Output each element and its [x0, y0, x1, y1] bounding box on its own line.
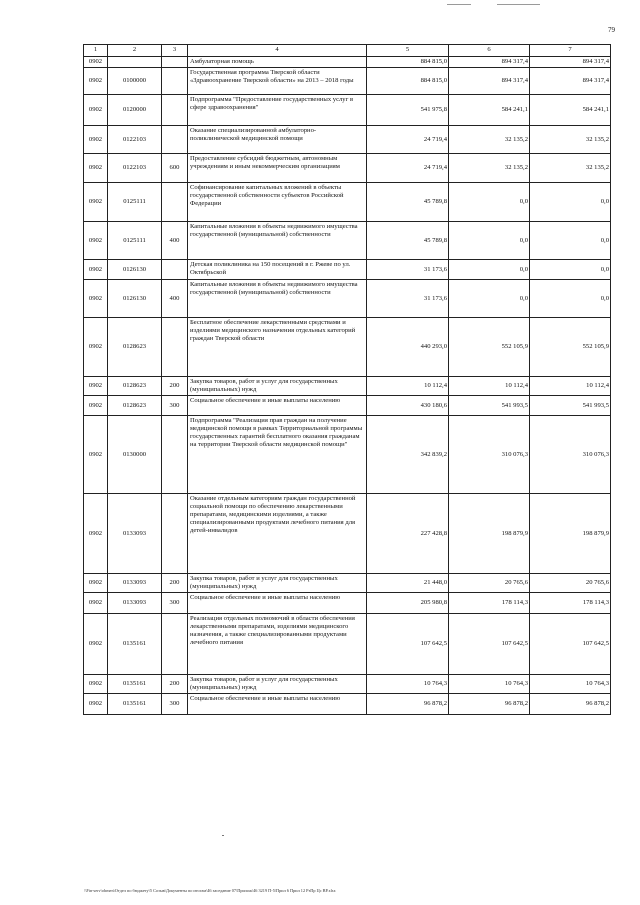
expense-type-cell	[162, 260, 188, 280]
expense-type-cell: 200	[162, 574, 188, 593]
target-code-cell: 0133093	[108, 574, 162, 593]
expense-type-cell	[162, 416, 188, 494]
column-header: 4	[188, 45, 367, 57]
amount-col5-cell: 884 815,0	[367, 68, 449, 95]
item-name-cell: Государственная программа Тверской области «Здравоохранение Тверской области» на 2013 – 2018 годы	[188, 68, 367, 95]
amount-col6-cell: 32 135,2	[449, 126, 530, 154]
expense-type-cell: 300	[162, 593, 188, 614]
amount-col7-cell: 178 114,3	[530, 593, 611, 614]
expense-type-cell: 200	[162, 377, 188, 396]
table-row	[84, 126, 611, 154]
target-code-cell: 0125111	[108, 183, 162, 222]
amount-col5-cell: 24 719,4	[367, 126, 449, 154]
section-code-cell: 0902	[84, 222, 108, 260]
section-code-cell: 0902	[84, 396, 108, 416]
table-row	[84, 57, 611, 68]
amount-col7-cell: 552 105,9	[530, 318, 611, 377]
target-code-cell: 0135161	[108, 614, 162, 675]
item-name-cell: Оказание специализированной амбулаторно-поликлинической медицинской помощи	[188, 126, 367, 154]
item-name-cell: Закупка товаров, работ и услуг для государственных (муниципальных) нужд	[188, 377, 367, 396]
table-row	[84, 183, 611, 222]
expense-type-cell	[162, 494, 188, 574]
amount-col6-cell: 10 112,4	[449, 377, 530, 396]
item-name-cell: Софинансирование капитальных вложений в объекты государственной собственности субъектов Российской Федерации	[188, 183, 367, 222]
amount-col5-cell: 10 112,4	[367, 377, 449, 396]
column-header: 1	[84, 45, 108, 57]
budget-allocation-table	[83, 44, 611, 715]
amount-col5-cell: 107 642,5	[367, 614, 449, 675]
amount-col6-cell: 10 764,3	[449, 675, 530, 694]
expense-type-cell	[162, 95, 188, 126]
section-code-cell: 0902	[84, 318, 108, 377]
target-code-cell: 0133093	[108, 593, 162, 614]
amount-col6-cell: 0,0	[449, 280, 530, 318]
top-rule-left	[447, 4, 471, 5]
page-number: 79	[608, 26, 615, 34]
table-row	[84, 396, 611, 416]
amount-col5-cell: 45 789,8	[367, 222, 449, 260]
section-code-cell: 0902	[84, 694, 108, 715]
section-code-cell: 0902	[84, 593, 108, 614]
item-name-cell: Подпрограмма "Предоставление государственных услуг в сфере здравоохранения"	[188, 95, 367, 126]
amount-col7-cell: 894 317,4	[530, 57, 611, 68]
section-code-cell: 0902	[84, 126, 108, 154]
amount-col6-cell: 107 642,5	[449, 614, 530, 675]
expense-type-cell: 300	[162, 694, 188, 715]
top-rule-right	[497, 4, 540, 5]
target-code-cell: 0135161	[108, 675, 162, 694]
item-name-cell: Оказание отдельным категориям граждан государственной социальной помощи по обеспечению лекарственными препаратами, медицинскими изделиями, а также специализированными продуктами лечебного питания для детей-инвалидов	[188, 494, 367, 574]
amount-col6-cell: 894 317,4	[449, 57, 530, 68]
amount-col6-cell: 552 105,9	[449, 318, 530, 377]
target-code-cell: 0128623	[108, 318, 162, 377]
amount-col7-cell: 20 765,6	[530, 574, 611, 593]
amount-col5-cell: 10 764,3	[367, 675, 449, 694]
expense-type-cell: 400	[162, 280, 188, 318]
item-name-cell: Капитальные вложения в объекты недвижимого имущества государственной (муниципальной) собственности	[188, 280, 367, 318]
expense-type-cell: 600	[162, 154, 188, 183]
amount-col6-cell: 310 076,3	[449, 416, 530, 494]
amount-col7-cell: 310 076,3	[530, 416, 611, 494]
target-code-cell: 0133093	[108, 494, 162, 574]
amount-col6-cell: 198 879,9	[449, 494, 530, 574]
amount-col7-cell: 10 112,4	[530, 377, 611, 396]
table-row	[84, 694, 611, 715]
item-name-cell: Амбулаторная помощь	[188, 57, 367, 68]
expense-type-cell: 400	[162, 222, 188, 260]
column-header: 7	[530, 45, 611, 57]
expense-type-cell: 300	[162, 396, 188, 416]
table-row	[84, 222, 611, 260]
target-code-cell: 0128623	[108, 377, 162, 396]
amount-col5-cell: 31 173,6	[367, 260, 449, 280]
item-name-cell: Закупка товаров, работ и услуг для государственных (муниципальных) нужд	[188, 675, 367, 694]
section-code-cell: 0902	[84, 280, 108, 318]
table-row	[84, 154, 611, 183]
item-name-cell: Детская поликлиника на 150 посещений в г. Ржеве по ул. Октябрьской	[188, 260, 367, 280]
target-code-cell: 0125111	[108, 222, 162, 260]
column-header: 2	[108, 45, 162, 57]
item-name-cell: Капитальные вложения в объекты недвижимого имущества государственной (муниципальной) собственности	[188, 222, 367, 260]
expense-type-cell	[162, 68, 188, 95]
expense-type-cell	[162, 614, 188, 675]
amount-col5-cell: 21 448,0	[367, 574, 449, 593]
target-code-cell: 0128623	[108, 396, 162, 416]
scan-mark	[222, 835, 224, 836]
table-row	[84, 494, 611, 574]
item-name-cell: Закупка товаров, работ и услуг для государственных (муниципальных) нужд	[188, 574, 367, 593]
amount-col6-cell: 0,0	[449, 260, 530, 280]
expense-type-cell	[162, 126, 188, 154]
section-code-cell: 0902	[84, 377, 108, 396]
amount-col7-cell: 0,0	[530, 260, 611, 280]
column-number-header-row	[84, 45, 611, 57]
amount-col7-cell: 0,0	[530, 222, 611, 260]
table-row	[84, 260, 611, 280]
amount-col6-cell: 96 878,2	[449, 694, 530, 715]
table-row	[84, 95, 611, 126]
expense-type-cell	[162, 183, 188, 222]
target-code-cell: 0126130	[108, 280, 162, 318]
amount-col7-cell: 0,0	[530, 280, 611, 318]
amount-col7-cell: 32 135,2	[530, 154, 611, 183]
amount-col7-cell: 96 878,2	[530, 694, 611, 715]
table-row	[84, 574, 611, 593]
table-row	[84, 416, 611, 494]
amount-col6-cell: 541 993,5	[449, 396, 530, 416]
amount-col6-cell: 178 114,3	[449, 593, 530, 614]
amount-col5-cell: 96 878,2	[367, 694, 449, 715]
table-row	[84, 68, 611, 95]
table-row	[84, 675, 611, 694]
table-row	[84, 318, 611, 377]
amount-col6-cell: 32 135,2	[449, 154, 530, 183]
amount-col5-cell: 884 815,0	[367, 57, 449, 68]
column-header: 5	[367, 45, 449, 57]
table-row	[84, 593, 611, 614]
item-name-cell: Бесплатное обеспечение лекарственными средствами и изделиями медицинского назначения отдельных категорий граждан Тверской области	[188, 318, 367, 377]
section-code-cell: 0902	[84, 95, 108, 126]
section-code-cell: 0902	[84, 183, 108, 222]
amount-col5-cell: 541 975,8	[367, 95, 449, 126]
table-row	[84, 377, 611, 396]
section-code-cell: 0902	[84, 416, 108, 494]
table-row	[84, 614, 611, 675]
amount-col7-cell: 198 879,9	[530, 494, 611, 574]
item-name-cell: Социальное обеспечение и иные выплаты населению	[188, 396, 367, 416]
amount-col5-cell: 440 293,0	[367, 318, 449, 377]
amount-col6-cell: 0,0	[449, 222, 530, 260]
item-name-cell: Социальное обеспечение и иные выплаты населению	[188, 593, 367, 614]
item-name-cell: Предоставление субсидий бюджетным, автономным учреждениям и иным некоммерческим организациям	[188, 154, 367, 183]
amount-col7-cell: 0,0	[530, 183, 611, 222]
target-code-cell: 0130000	[108, 416, 162, 494]
amount-col6-cell: 894 317,4	[449, 68, 530, 95]
amount-col7-cell: 541 993,5	[530, 396, 611, 416]
amount-col6-cell: 584 241,1	[449, 95, 530, 126]
item-name-cell: Подпрограмма "Реализация прав граждан на получение медицинской помощи в рамках Территориальной программы государственных гарантий бесплатного оказания гражданам на территории Тверской области медицинской помощи"	[188, 416, 367, 494]
section-code-cell: 0902	[84, 154, 108, 183]
column-header: 3	[162, 45, 188, 57]
target-code-cell: 0120000	[108, 95, 162, 126]
column-header: 6	[449, 45, 530, 57]
amount-col6-cell: 20 765,6	[449, 574, 530, 593]
amount-col5-cell: 45 789,8	[367, 183, 449, 222]
amount-col7-cell: 32 135,2	[530, 126, 611, 154]
amount-col5-cell: 342 839,2	[367, 416, 449, 494]
amount-col5-cell: 31 173,6	[367, 280, 449, 318]
file-path-footer: \\Fin-serv\obmen\Отдел по бюджету\5 Созыв\Документы по итогам\46 заседание 07\Прилож\46 3219 П-5\Прил 6 Прил 12 РзПр Цс ВР.xlsx	[84, 888, 336, 893]
target-code-cell: 0126130	[108, 260, 162, 280]
item-name-cell: Социальное обеспечение и иные выплаты населению	[188, 694, 367, 715]
section-code-cell: 0902	[84, 68, 108, 95]
amount-col5-cell: 24 719,4	[367, 154, 449, 183]
item-name-cell: Реализация отдельных полномочий в области обеспечения лекарственными препаратами, изделиями медицинского назначения, а также специализированными продуктами лечебного питания	[188, 614, 367, 675]
target-code-cell: 0122103	[108, 126, 162, 154]
amount-col5-cell: 430 180,6	[367, 396, 449, 416]
amount-col5-cell: 205 980,8	[367, 593, 449, 614]
target-code-cell: 0100000	[108, 68, 162, 95]
section-code-cell: 0902	[84, 260, 108, 280]
target-code-cell	[108, 57, 162, 68]
amount-col5-cell: 227 428,8	[367, 494, 449, 574]
expense-type-cell	[162, 318, 188, 377]
section-code-cell: 0902	[84, 57, 108, 68]
amount-col7-cell: 107 642,5	[530, 614, 611, 675]
amount-col7-cell: 894 317,4	[530, 68, 611, 95]
section-code-cell: 0902	[84, 574, 108, 593]
amount-col7-cell: 584 241,1	[530, 95, 611, 126]
target-code-cell: 0135161	[108, 694, 162, 715]
section-code-cell: 0902	[84, 494, 108, 574]
expense-type-cell: 200	[162, 675, 188, 694]
amount-col7-cell: 10 764,3	[530, 675, 611, 694]
table-row	[84, 280, 611, 318]
section-code-cell: 0902	[84, 614, 108, 675]
target-code-cell: 0122103	[108, 154, 162, 183]
section-code-cell: 0902	[84, 675, 108, 694]
amount-col6-cell: 0,0	[449, 183, 530, 222]
expense-type-cell	[162, 57, 188, 68]
